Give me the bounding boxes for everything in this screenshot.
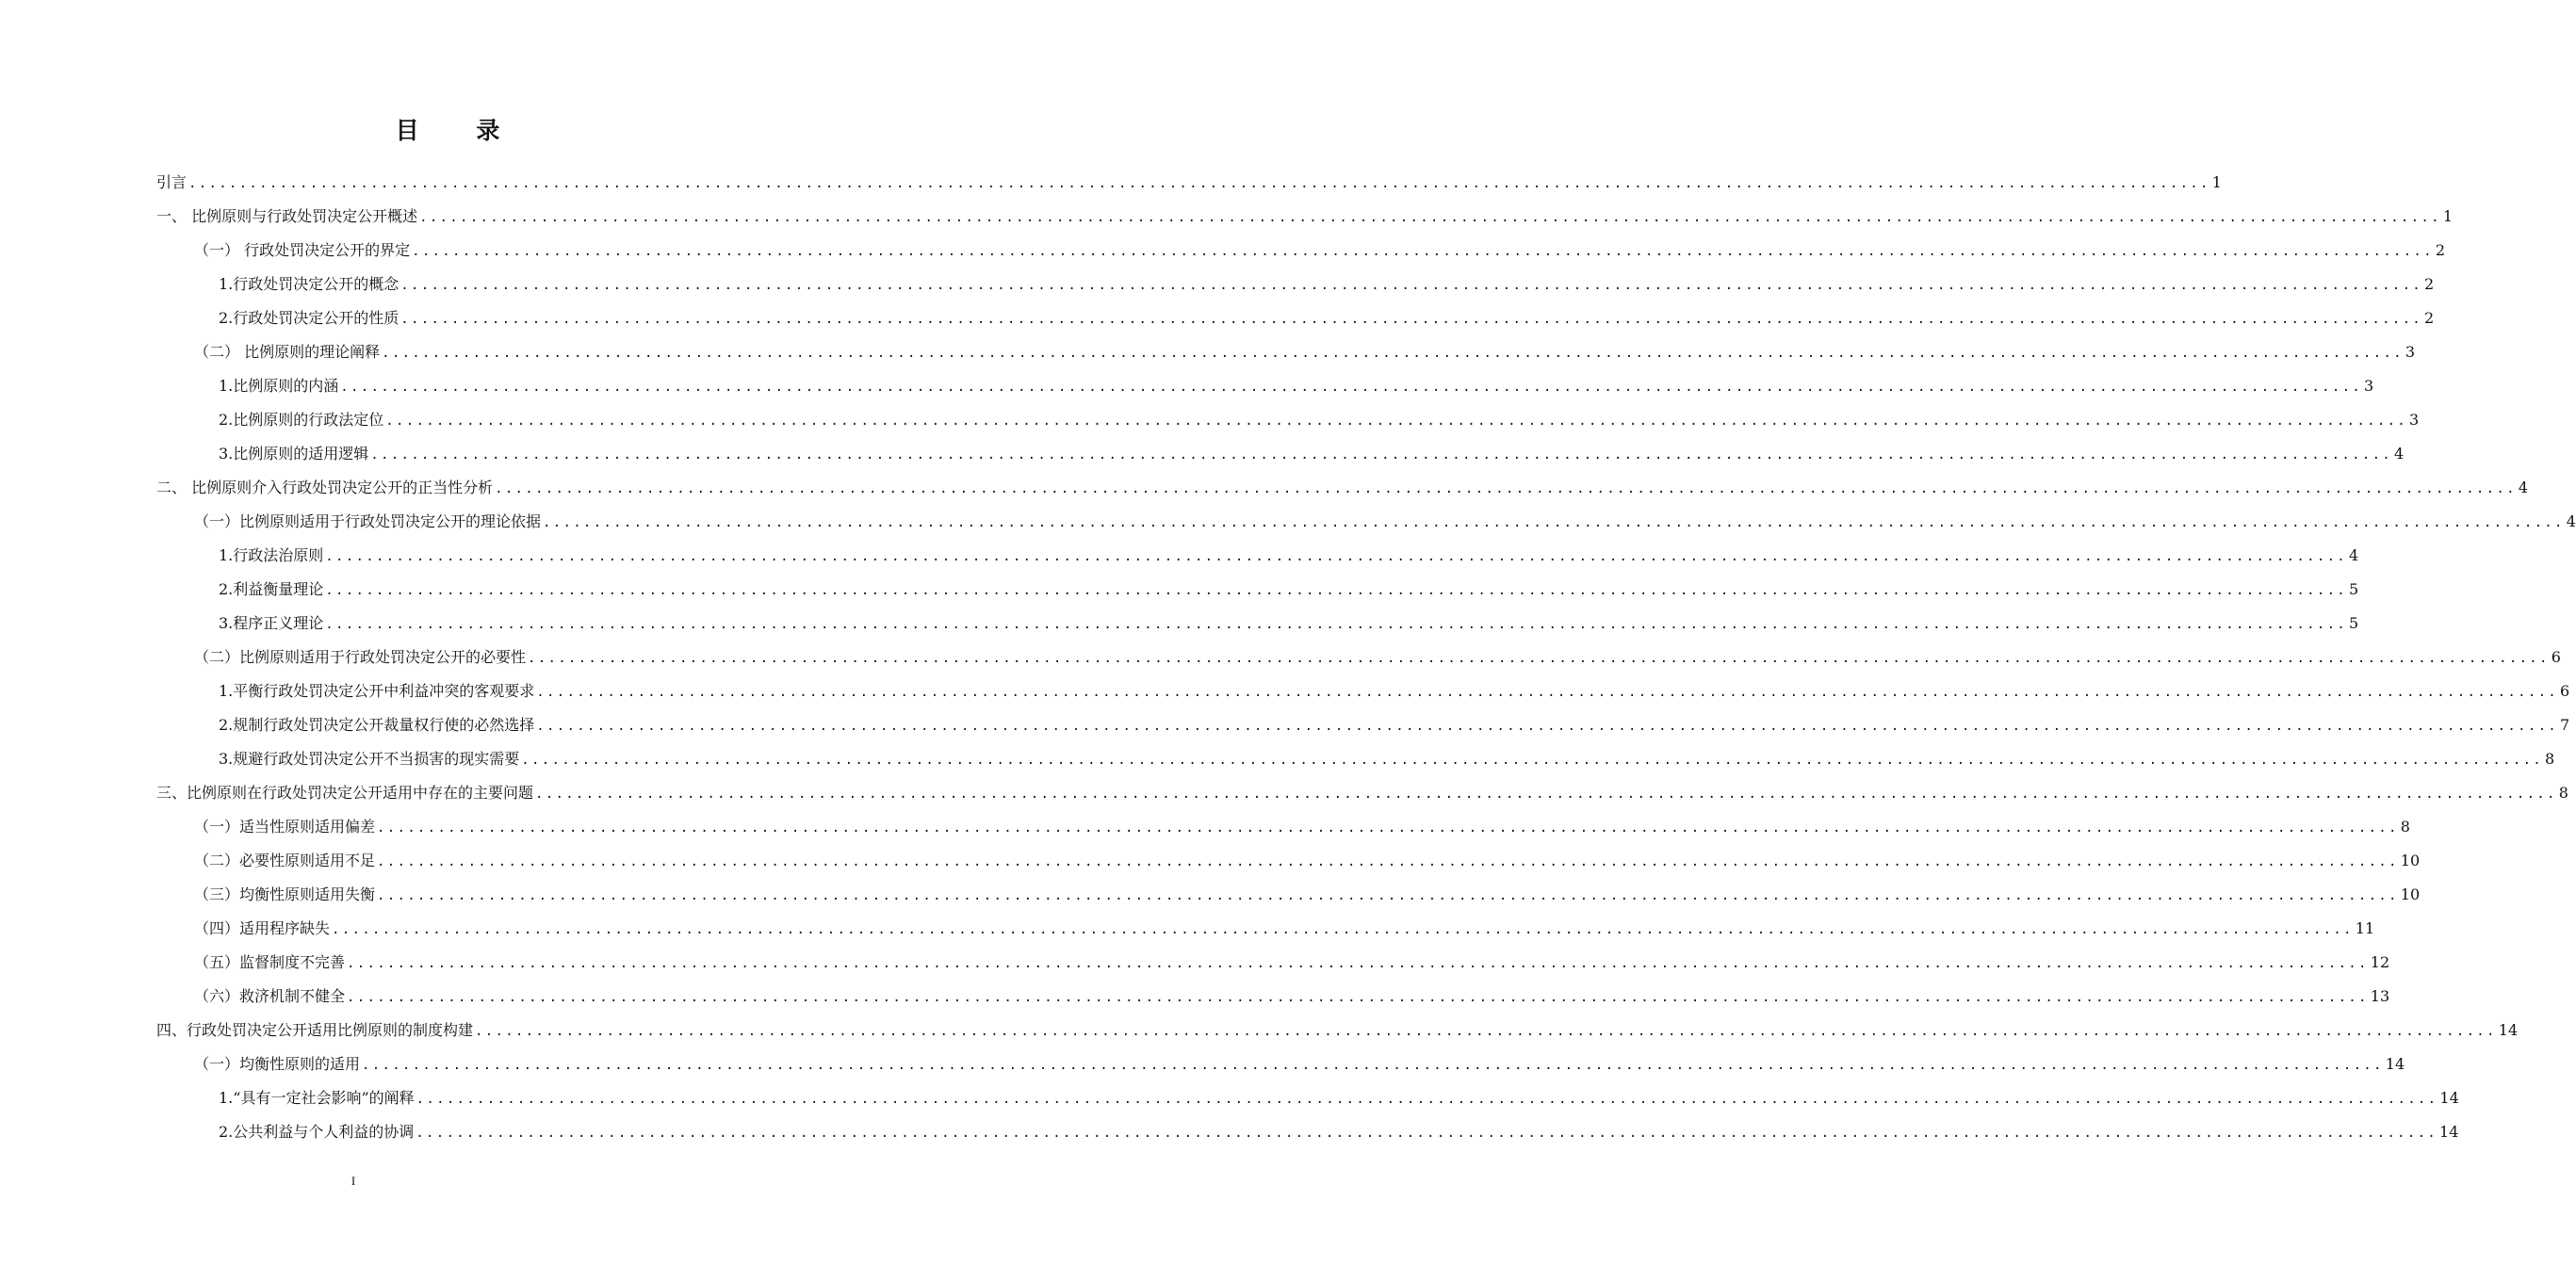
table-of-contents: [156, 166, 2576, 1149]
toc-entry-page: 14: [2439, 1123, 2459, 1141]
toc-entry[interactable]: [156, 437, 2405, 471]
toc-entry-title: （二） 比例原则的理论阐释: [194, 343, 381, 361]
toc-entry[interactable]: [156, 1115, 2459, 1149]
toc-entry-page: 6: [2551, 648, 2561, 666]
toc-entry-title: （二）比例原则适用于行政处罚决定公开的必要性: [194, 648, 527, 666]
toc-entry[interactable]: [156, 912, 2375, 946]
toc-entry-title: （一） 行政处罚决定公开的界定: [194, 241, 411, 259]
toc-dot-leader: ........................................................................................................................................................................................................: [325, 583, 2348, 598]
toc-entry-title: 1.比例原则的内涵: [219, 377, 339, 395]
toc-dot-leader: ........................................................................................................................................................................................................: [419, 210, 2441, 225]
toc-entry-title: 2.行政处罚决定公开的性质: [219, 309, 399, 327]
toc-entry-page: 4: [2349, 546, 2359, 564]
toc-dot-leader: ........................................................................................................................................................................................................: [475, 1024, 2497, 1039]
toc-entry-page: 11: [2355, 919, 2375, 937]
toc-dot-leader: ........................................................................................................................................................................................................: [347, 990, 2369, 1005]
toc-dot-leader: ........................................................................................................................................................................................................: [385, 414, 2408, 429]
toc-dot-leader: ........................................................................................................................................................................................................: [416, 1126, 2438, 1141]
toc-entry-page: 3: [2409, 411, 2420, 429]
toc-entry-title: 四、行政处罚决定公开适用比例原则的制度构建: [156, 1021, 474, 1039]
toc-entry-page: 12: [2370, 953, 2390, 971]
toc-dot-leader: ........................................................................................................................................................................................................: [412, 244, 2434, 259]
toc-entry[interactable]: [156, 878, 2421, 912]
toc-entry[interactable]: [156, 980, 2390, 1014]
toc-entry[interactable]: [156, 674, 2570, 708]
toc-entry[interactable]: [156, 335, 2416, 369]
toc-entry-page: 5: [2349, 614, 2359, 632]
toc-entry-title: 2.比例原则的行政法定位: [219, 411, 384, 429]
toc-entry[interactable]: [156, 641, 2561, 674]
toc-dot-leader: ........................................................................................................................................................................................................: [400, 278, 2423, 293]
toc-entry-page: 8: [2545, 750, 2555, 768]
toc-entry-page: 4: [2566, 512, 2576, 530]
toc-entry[interactable]: [156, 742, 2555, 776]
toc-entry-page: 4: [2518, 479, 2529, 496]
toc-entry[interactable]: [156, 471, 2529, 505]
toc-dot-leader: ........................................................................................................................................................................................................: [188, 176, 2210, 191]
toc-entry[interactable]: [156, 234, 2446, 268]
toc-entry-title: （五）监督制度不完善: [194, 953, 346, 971]
toc-entry-title: 3.程序正义理论: [219, 614, 324, 632]
toc-entry-title: （一）适当性原则适用偏差: [194, 818, 376, 836]
toc-dot-leader: ........................................................................................................................................................................................................: [370, 447, 2393, 463]
toc-dot-leader: ........................................................................................................................................................................................................: [332, 922, 2354, 937]
toc-entry[interactable]: [156, 301, 2435, 335]
toc-entry-page: 2: [2424, 275, 2435, 293]
toc-entry-page: 7: [2560, 716, 2570, 734]
toc-entry-page: 8: [2558, 784, 2568, 802]
toc-dot-leader: ........................................................................................................................................................................................................: [377, 820, 2399, 836]
toc-entry[interactable]: [156, 810, 2410, 844]
toc-entry-page: 14: [2498, 1021, 2519, 1039]
toc-dot-leader: ........................................................................................................................................................................................................: [362, 1058, 2384, 1073]
toc-entry[interactable]: [156, 1047, 2405, 1081]
toc-dot-leader: ........................................................................................................................................................................................................: [382, 346, 2404, 361]
toc-dot-leader: ........................................................................................................................................................................................................: [528, 651, 2550, 666]
toc-entry-title: 1.行政处罚决定公开的概念: [219, 275, 399, 293]
toc-entry-page: 3: [2405, 343, 2416, 361]
toc-entry-title: （二）必要性原则适用不足: [194, 852, 376, 869]
toc-entry[interactable]: [156, 946, 2390, 980]
toc-dot-leader: ........................................................................................................................................................................................................: [495, 481, 2517, 496]
toc-entry-title: （一）均衡性原则的适用: [194, 1055, 361, 1073]
toc-entry-page: 3: [2364, 377, 2374, 395]
toc-entry-page: 5: [2349, 580, 2359, 598]
toc-entry-page: 13: [2370, 987, 2390, 1005]
toc-entry-page: 6: [2560, 682, 2570, 700]
toc-entry-page: 10: [2400, 885, 2421, 903]
toc-entry-title: 3.规避行政处罚决定公开不当损害的现实需要: [219, 750, 520, 768]
toc-entry[interactable]: [156, 166, 2222, 200]
toc-entry-title: 二、 比例原则介入行政处罚决定公开的正当性分析: [156, 479, 494, 496]
toc-entry[interactable]: [156, 539, 2359, 573]
toc-entry-title: 1.行政法治原则: [219, 546, 324, 564]
toc-entry[interactable]: [156, 776, 2568, 810]
toc-entry-title: （一）比例原则适用于行政处罚决定公开的理论依据: [194, 512, 542, 530]
toc-entry-title: 3.比例原则的适用逻辑: [219, 445, 369, 463]
toc-entry[interactable]: [156, 403, 2420, 437]
toc-dot-leader: ........................................................................................................................................................................................................: [543, 515, 2565, 530]
toc-entry[interactable]: [156, 1014, 2519, 1047]
toc-dot-leader: ........................................................................................................................................................................................................: [536, 719, 2559, 734]
toc-entry[interactable]: [156, 200, 2454, 234]
toc-entry-title: （六）救济机制不健全: [194, 987, 346, 1005]
toc-entry-page: 14: [2385, 1055, 2405, 1073]
toc-entry-title: 引言: [156, 173, 187, 191]
toc-entry-title: 三、比例原则在行政处罚决定公开适用中存在的主要问题: [156, 784, 534, 802]
toc-entry-page: 8: [2400, 818, 2410, 836]
toc-entry[interactable]: [156, 369, 2374, 403]
toc-entry-title: 2.利益衡量理论: [219, 580, 324, 598]
toc-entry[interactable]: [156, 505, 2576, 539]
toc-entry[interactable]: [156, 1081, 2459, 1115]
toc-dot-leader: ........................................................................................................................................................................................................: [416, 1092, 2438, 1107]
toc-entry-page: 1: [2442, 207, 2454, 225]
toc-entry[interactable]: [156, 844, 2421, 878]
toc-entry-page: 2: [2424, 309, 2435, 327]
toc-entry-title: 1.“具有一定社会影响”的阐释: [219, 1089, 415, 1107]
toc-dot-leader: ........................................................................................................................................................................................................: [521, 753, 2544, 768]
toc-dot-leader: ........................................................................................................................................................................................................: [400, 312, 2423, 327]
toc-entry[interactable]: [156, 268, 2435, 301]
toc-dot-leader: ........................................................................................................................................................................................................: [536, 685, 2559, 700]
toc-dot-leader: ........................................................................................................................................................................................................: [340, 380, 2363, 395]
toc-entry[interactable]: [156, 708, 2570, 742]
toc-entry-page: 2: [2435, 241, 2446, 259]
page-number: I: [351, 1174, 356, 1188]
toc-entry-page: 4: [2394, 445, 2405, 463]
toc-dot-leader: ........................................................................................................................................................................................................: [377, 888, 2399, 903]
toc-entry-title: （四）适用程序缺失: [194, 919, 331, 937]
toc-entry-page: 1: [2211, 173, 2222, 191]
toc-entry-title: （三）均衡性原则适用失衡: [194, 885, 376, 903]
toc-entry-title: 2.规制行政处罚决定公开裁量权行使的必然选择: [219, 716, 535, 734]
toc-dot-leader: ........................................................................................................................................................................................................: [535, 787, 2557, 802]
toc-dot-leader: ........................................................................................................................................................................................................: [347, 956, 2369, 971]
toc-dot-leader: ........................................................................................................................................................................................................: [325, 617, 2348, 632]
toc-entry-title: 一、 比例原则与行政处罚决定公开概述: [156, 207, 418, 225]
toc-entry[interactable]: [156, 573, 2359, 607]
toc-entry-title: 1.平衡行政处罚决定公开中利益冲突的客观要求: [219, 682, 535, 700]
page-title: 目 录: [395, 117, 525, 144]
toc-dot-leader: ........................................................................................................................................................................................................: [325, 549, 2348, 564]
toc-entry-title: 2.公共利益与个人利益的协调: [219, 1123, 415, 1141]
toc-entry-page: 14: [2439, 1089, 2459, 1107]
toc-entry[interactable]: [156, 607, 2359, 641]
toc-entry-page: 10: [2400, 852, 2421, 869]
toc-dot-leader: ........................................................................................................................................................................................................: [377, 854, 2399, 869]
